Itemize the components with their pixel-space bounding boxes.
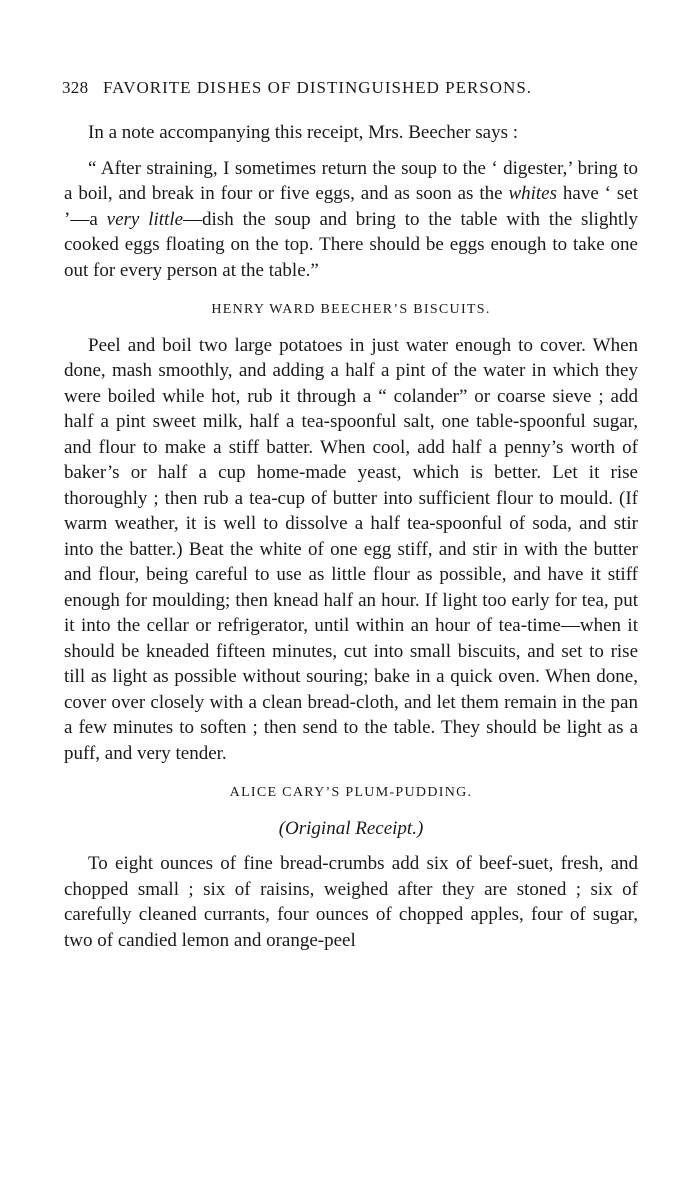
page-number: 328 — [62, 78, 89, 97]
quote-text-3: —dish the soup and bring to the table with the slightly cooked eggs floating on the top. There should be eggs enough to take one out for every person at the table.” — [64, 208, 639, 281]
quote-paragraph — [64, 156, 638, 284]
intro-paragraph: In a note accompanying this receipt, Mrs. Beecher says : — [88, 122, 518, 143]
quote-emphasis-very-little: very little — [106, 208, 184, 230]
section-heading-plum-pudding: ALICE CARY’S PLUM-PUDDING. — [229, 785, 473, 800]
running-title: FAVORITE DISHES OF DISTINGUISHED PERSONS. — [102, 78, 533, 97]
section-heading-biscuits: HENRY WARD BEECHER’S BISCUITS. — [211, 302, 491, 317]
quote-emphasis-whites: whites — [508, 183, 558, 204]
page-body — [64, 120, 638, 953]
section-subheading: (Original Receipt.) — [278, 817, 424, 839]
plum-pudding-paragraph: To eight ounces of fine bread-crumbs add six of beef-suet, fresh, and chopped small ; six of raisins, weighed after they are stoned ; six of carefully cleaned currants, four ounces of chopped apples, four of sugar, two of candied lemon and orange-peel — [64, 853, 638, 951]
quote-text-1: “ After straining, I sometimes return the soup to the ‘ digester,’ bring to a boil, and break in four or five eggs, and as soon as the — [64, 157, 638, 204]
biscuits-paragraph: Peel and boil two large potatoes in just water enough to cover. When done, mash smoothly, and adding a half a pint of the water in which they were boiled while hot, rub it through a “ colander” or coarse sieve ; add half a pint sweet milk, half a tea-spoonful salt, one table-spoonful sugar, and flour to make a stiff batter. When cool, add half a penny’s worth of baker’s or half a cup home-made yeast, which is better. Let it rise thoroughly ; then rub a tea-cup of butter into sufficient flour to mould. (If warm weather, it is well to dissolve a half tea-spoonful of soda, and stir into the batter.) Beat the white of one egg stiff, and stir in with the butter and flour, being careful to use as little flour as possible, and have it stiff enough for moulding; then knead half an hour. If light too early for tea, put it into the cellar or refrigerator, until within an hour of tea-time—when it should be kneaded fifteen minutes, cut into small biscuits, and set to rise till as light as possible without souring; bake in a quick oven. When done, cover over closely with a clean bread-cloth, and let them remain in the pan a few minutes to soften ; then send to the table. They should be light as a puff, and very tender. — [64, 334, 638, 764]
quote-text-2: have ‘ set ’—a — [64, 183, 638, 230]
running-header — [62, 78, 642, 98]
